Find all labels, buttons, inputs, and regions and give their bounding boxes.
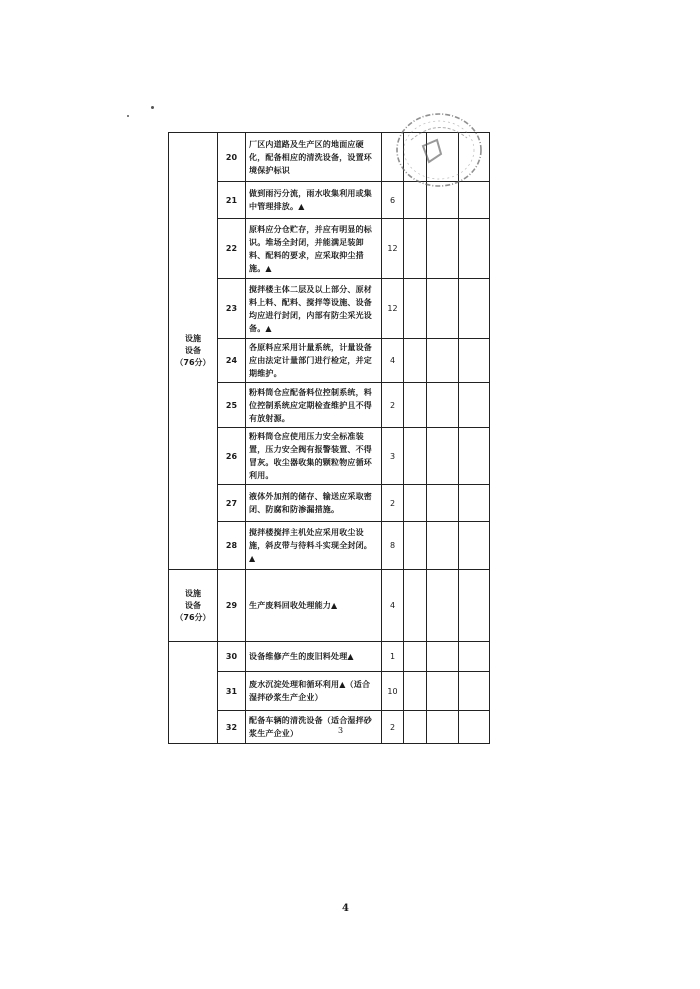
table-row (169, 672, 490, 711)
row-number: 22 (218, 219, 246, 279)
row-number: 24 (218, 339, 246, 383)
row-score (382, 133, 404, 182)
row-requirement: 粉料筒仓应配备料位控制系统，料位控制系统应定期检查维护且不得有放射源。 (246, 383, 382, 428)
row-score: 2 (382, 485, 404, 522)
row-requirement: 粉料筒仓应使用压力安全标准装置，压力安全阀有报警装置、不得冒灰。收尘器收集的颗粒物应循环利用。 (246, 428, 382, 485)
inner-page-number: 3 (338, 726, 344, 735)
category-label: 设施 设备 （76分） (175, 334, 211, 367)
row-score: 2 (382, 711, 404, 744)
row-number: 20 (218, 133, 246, 182)
row-score: 4 (382, 570, 404, 642)
table-row (169, 383, 490, 428)
row-score: 2 (382, 383, 404, 428)
table-row (169, 339, 490, 383)
category-cell (169, 570, 218, 642)
row-requirement: 原料应分仓贮存，并应有明显的标识。堆场全封闭，并能满足装卸料、配料的要求，应采取抑尘措施。▲ (246, 219, 382, 279)
row-score: 10 (382, 672, 404, 711)
row-number: 27 (218, 485, 246, 522)
row-requirement: 设备维修产生的废旧料处理▲ (246, 642, 382, 672)
category-cell-empty (169, 642, 218, 744)
table-row (169, 182, 490, 219)
row-requirement: 做到雨污分流，雨水收集利用或集中管理排放。▲ (246, 182, 382, 219)
row-requirement: 液体外加剂的储存、输送应采取密闭、防腐和防渗漏措施。 (246, 485, 382, 522)
row-score: 6 (382, 182, 404, 219)
table-row (169, 219, 490, 279)
row-score: 3 (382, 428, 404, 485)
row-requirement: 生产废料回收处理能力▲ (246, 570, 382, 642)
row-requirement: 废水沉淀处理和循环利用▲（适合湿拌砂浆生产企业） (246, 672, 382, 711)
scan-speck (127, 115, 129, 117)
row-requirement: 搅拌楼搅拌主机处应采用收尘设施，斜皮带与待料斗实现全封闭。▲ (246, 522, 382, 570)
row-number: 26 (218, 428, 246, 485)
row-score: 8 (382, 522, 404, 570)
category-cell (169, 133, 218, 570)
row-number: 21 (218, 182, 246, 219)
row-number: 30 (218, 642, 246, 672)
row-number: 31 (218, 672, 246, 711)
row-number: 32 (218, 711, 246, 744)
table-row (169, 485, 490, 522)
scan-speck (151, 106, 154, 109)
category-label: 设施 设备 （76分） (175, 588, 211, 622)
row-number: 25 (218, 383, 246, 428)
row-score: 4 (382, 339, 404, 383)
table-row (169, 570, 490, 642)
table-row (169, 522, 490, 570)
table-row (169, 279, 490, 339)
row-number: 29 (218, 570, 246, 642)
table-row (169, 642, 490, 672)
score-table (168, 132, 490, 744)
page-number: 4 (342, 903, 349, 914)
row-requirement: 配备车辆的清洗设备（适合湿拌砂浆生产企业） (246, 711, 382, 744)
table-row (169, 428, 490, 485)
row-number: 28 (218, 522, 246, 570)
row-requirement: 各原料应采用计量系统，计量设备应由法定计量部门进行检定，并定期维护。 (246, 339, 382, 383)
table-row (169, 711, 490, 744)
row-requirement: 搅拌楼主体二层及以上部分、原材料上料、配料、搅拌等设施、设备均应进行封闭，内部有防尘采光设备。▲ (246, 279, 382, 339)
row-score: 12 (382, 279, 404, 339)
row-requirement: 厂区内道路及生产区的地面应硬化，配备相应的清洗设备，设置环境保护标识 (246, 133, 382, 182)
table-row (169, 133, 490, 182)
row-number: 23 (218, 279, 246, 339)
row-score: 1 (382, 642, 404, 672)
row-score: 12 (382, 219, 404, 279)
